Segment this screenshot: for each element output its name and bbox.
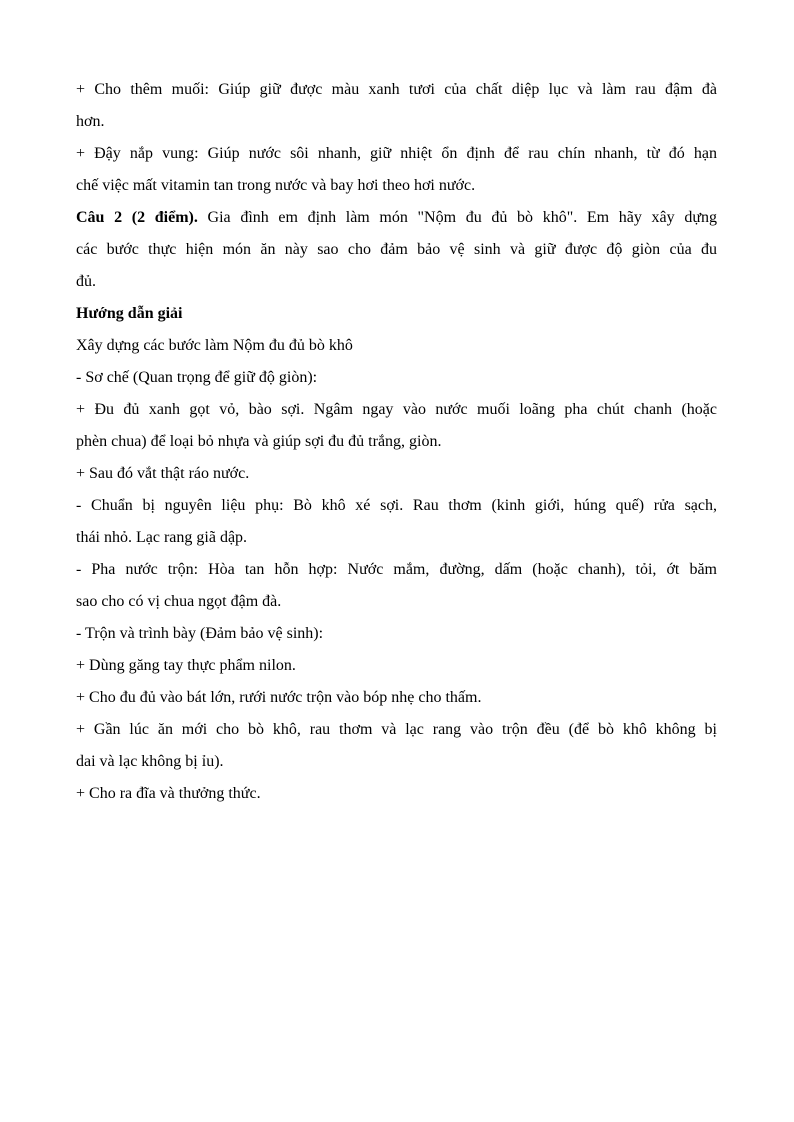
paragraph-line: - Trộn và trình bày (Đảm bảo vệ sinh): (76, 625, 324, 642)
paragraph-line: - Chuẩn bị nguyên liệu phụ: Bò khô xé sợi. Rau thơm (kinh giới, húng quế) rửa sạch, (76, 497, 717, 514)
paragraph-line: + Đu đủ xanh gọt vỏ, bào sợi. Ngâm ngay vào nước muối loãng pha chút chanh (hoặc (76, 401, 717, 418)
paragraph-line: + Cho ra đĩa và thưởng thức. (76, 785, 261, 802)
paragraph-line: + Dùng găng tay thực phẩm nilon. (76, 657, 296, 674)
paragraph-line: - Sơ chế (Quan trọng để giữ độ giòn): (76, 369, 318, 386)
paragraph-line: dai và lạc không bị ỉu). (76, 753, 224, 770)
question-text: Gia đình em định làm món "Nộm đu đủ bò khô". Em hãy xây dựng (197, 209, 717, 226)
paragraph-line: các bước thực hiện món ăn này sao cho đảm bảo vệ sinh và giữ được độ giòn của đu (76, 241, 717, 258)
paragraph-line: sao cho có vị chua ngọt đậm đà. (76, 593, 282, 610)
paragraph-line: phèn chua) để loại bỏ nhựa và giúp sợi đu đủ trắng, giòn. (76, 433, 442, 450)
paragraph-line: + Cho thêm muối: Giúp giữ được màu xanh tươi của chất diệp lục và làm rau đậm đà (76, 81, 717, 98)
section-heading: Hướng dẫn giải (76, 305, 183, 322)
paragraph-line: chế việc mất vitamin tan trong nước và bay hơi theo hơi nước. (76, 177, 476, 194)
question-line (76, 202, 717, 234)
question-label: Câu 2 (2 điểm). (76, 209, 198, 226)
paragraph-line: + Cho đu đủ vào bát lớn, rưới nước trộn vào bóp nhẹ cho thấm. (76, 689, 482, 706)
document-page (76, 74, 717, 810)
paragraph-line: + Đậy nắp vung: Giúp nước sôi nhanh, giữ nhiệt ổn định để rau chín nhanh, từ đó hạn (76, 145, 717, 162)
paragraph-line: thái nhỏ. Lạc rang giã dập. (76, 529, 248, 546)
paragraph-line: - Pha nước trộn: Hòa tan hỗn hợp: Nước mắm, đường, dấm (hoặc chanh), tỏi, ớt băm (76, 561, 717, 578)
paragraph-line: đủ. (76, 273, 96, 290)
paragraph-line: Xây dựng các bước làm Nộm đu đủ bò khô (76, 337, 353, 354)
paragraph-line: + Gần lúc ăn mới cho bò khô, rau thơm và lạc rang vào trộn đều (để bò khô không bị (76, 721, 717, 738)
paragraph-line: hơn. (76, 113, 105, 130)
paragraph-line: + Sau đó vắt thật ráo nước. (76, 465, 250, 482)
